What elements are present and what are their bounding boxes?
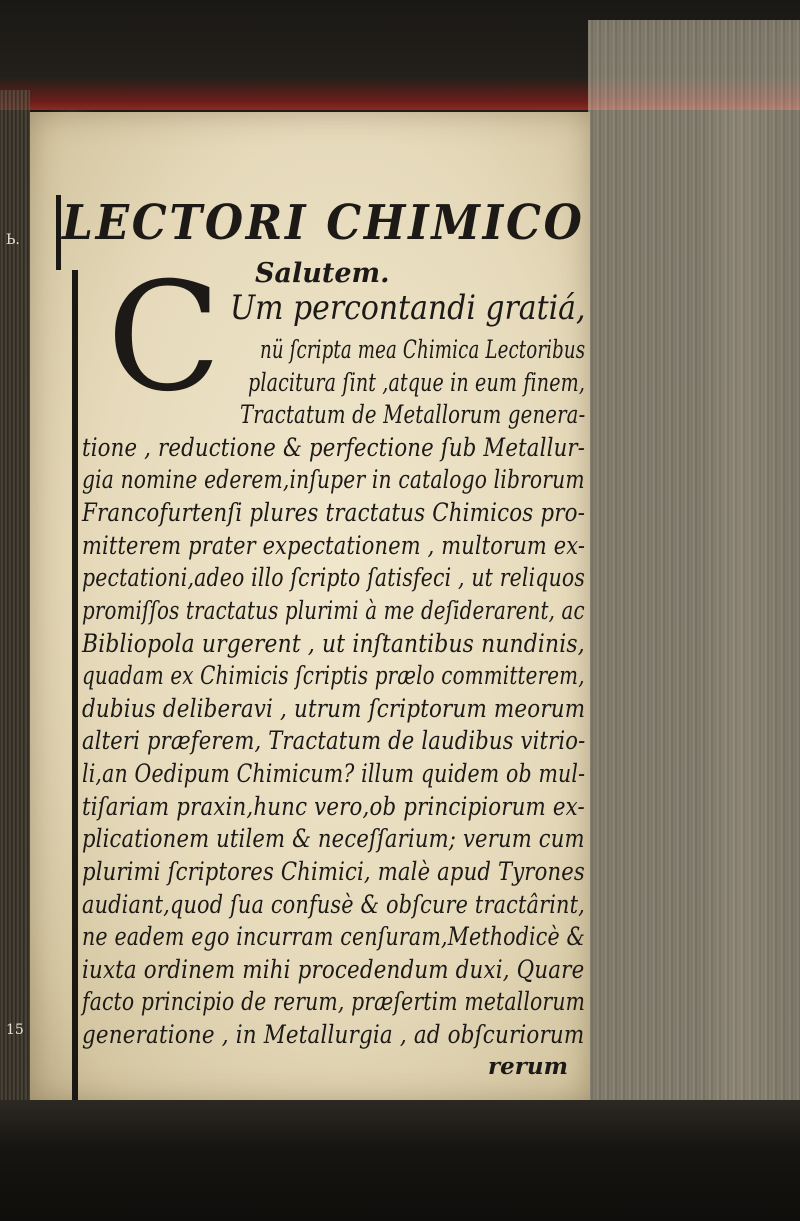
text-line: placitura ſint ,atque in eum finem, (248, 368, 586, 397)
text-line: gia nomine ederem,inſuper in catalogo librorum (82, 465, 585, 494)
book-cover-bottom (0, 1100, 800, 1221)
text-line: promiſſos tractatus plurimi à me deſiderarent, ac (82, 596, 585, 625)
text-line: facto principio de rerum, præſertim metallorum (82, 987, 586, 1016)
text-line: tione , reductione & perfectione ſub Metallur- (82, 433, 586, 462)
text-line: nü ſcripta mea Chimica Lectoribus (260, 335, 586, 364)
text-line-first: Um percontandi gratiá, (230, 288, 586, 328)
text-line: tiſariam praxin,hunc vero,ob principiorum ex- (82, 792, 585, 821)
text-line: dubius deliberavi , utrum ſcriptorum meorum (82, 694, 586, 723)
text-line: plicationem utilem & neceſſarium; verum cum (82, 824, 585, 853)
text-line: Bibliopola urgerent , ut inſtantibus nundinis, (82, 629, 585, 658)
text-line: generatione , in Metallurgia , ad obſcuriorum (82, 1020, 585, 1049)
text-line: quadam ex Chimicis ſcriptis prælo committerem, (82, 661, 585, 690)
margin-mark-bottom: 15 (6, 1022, 24, 1038)
text-line: Tractatum de Metallorum genera- (240, 400, 586, 429)
text-line: audiant,quod ſua confusè & obſcure tractârint, (82, 890, 585, 919)
text-line: ne eadem ego incurram cenſuram,Methodicè & (82, 922, 586, 951)
text-line: iuxta ordinem mihi procedendum duxi, Quare (82, 955, 585, 984)
text-line: Francofurtenſi plures tractatus Chimicos pro- (82, 498, 586, 527)
text-line: pectationi,adeo illo ſcripto ſatisfeci , ut reliquos (82, 563, 586, 592)
page-heading: LECTORI CHIMICO (62, 195, 585, 251)
decorated-initial: C (106, 251, 222, 425)
text-line: mitterem prater expectationem , multorum ex- (82, 531, 586, 560)
catchword: rerum (488, 1053, 568, 1080)
text-line: alteri præferem, Tractatum de laudibus vitrio- (82, 726, 586, 755)
salutation: Salutem. (255, 258, 390, 289)
margin-mark-top: Ь. (6, 232, 20, 248)
text-line: plurimi ſcriptores Chimici, malè apud Tyrones (82, 857, 585, 886)
text-line: li,an Oedipum Chimicum? illum quidem ob mul- (82, 759, 586, 788)
